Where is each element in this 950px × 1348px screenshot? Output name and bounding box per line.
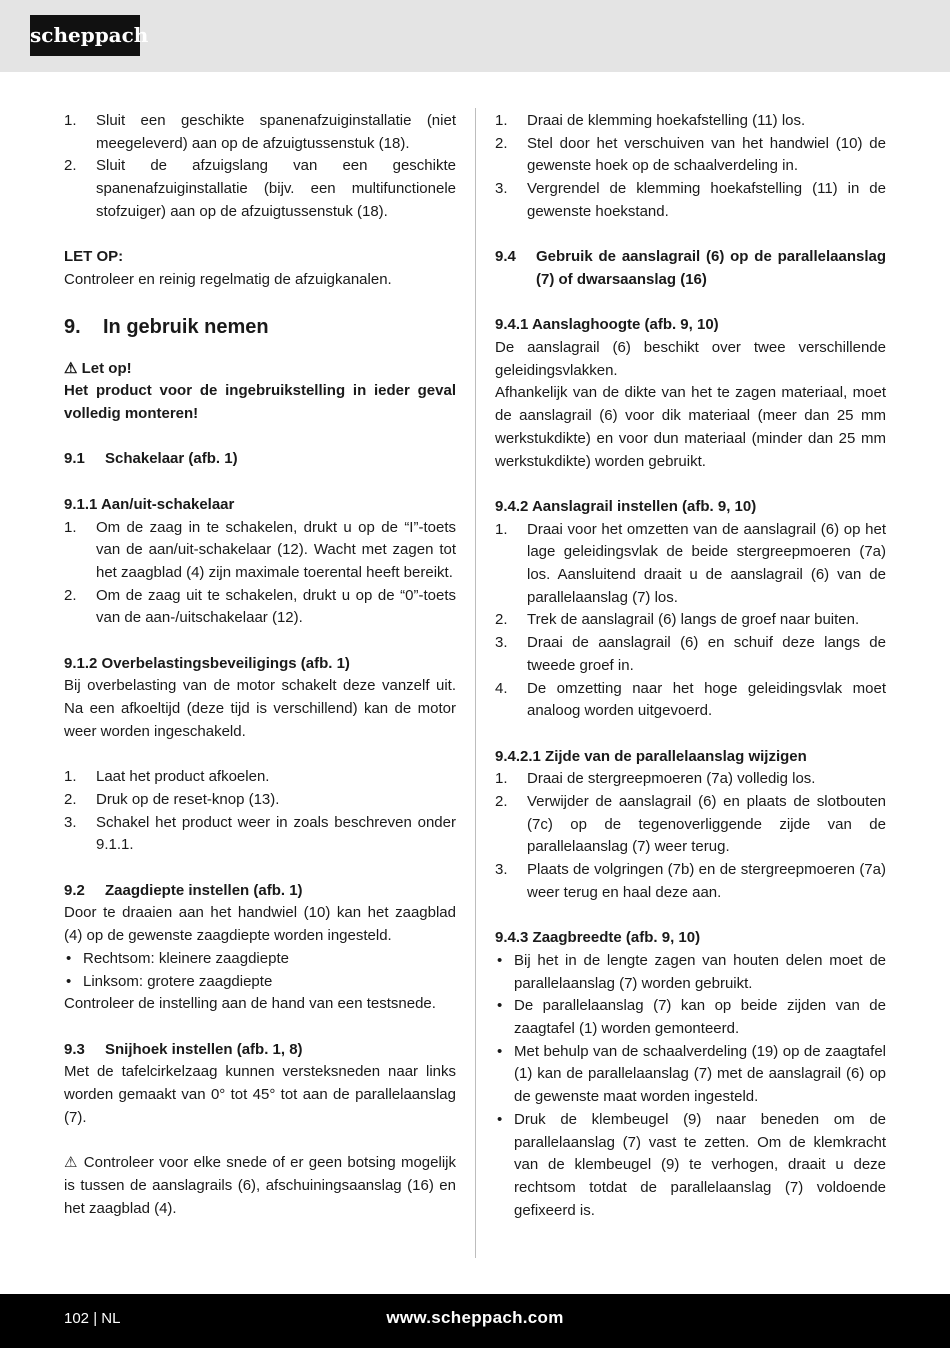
subsubsection-heading: 9.4.1 Aanslaghoogte (afb. 9, 10) xyxy=(495,316,719,334)
subsection-heading: 9.4 Gebruik de aanslagrail (6) op de parallelaanslag (7) of dwarsaanslag (16) xyxy=(495,248,886,288)
header-bar xyxy=(0,0,950,72)
website-link[interactable]: www.scheppach.com xyxy=(386,1308,564,1327)
subsubsection-heading: 9.4.2 Aanslagrail instellen (afb. 9, 10) xyxy=(495,497,757,515)
footer-bar xyxy=(0,1294,950,1348)
list-item: 1. Draai de stergreepmoeren (7a) volledig los. xyxy=(495,770,816,788)
list-item: 1. Draai voor het omzetten van de aanslagrail (6) op het lage geleidingsvlak de beide stergreepmoeren (7a) los. Aansluitend draait u de aanslagrail (6) van de parallelaanslag (7) los. xyxy=(495,520,886,606)
numbered-list xyxy=(64,110,456,224)
list-item: 3. Schakel het product weer in zoals beschreven onder 9.1.1. xyxy=(64,813,456,854)
list-item: 1. Laat het product afkoelen. xyxy=(64,768,270,786)
subsubsection-heading: 9.1.2 Overbelastingsbeveiligings (afb. 1) xyxy=(64,654,350,672)
bullet-item: • Bij het in de lengte zagen van houten delen moet de parallelaanslag (7) worden gebruikt. xyxy=(497,951,886,992)
list-item: 3. Plaats de volgringen (7b) en de stergreepmoeren (7a) weer terug en haal deze aan. xyxy=(495,861,886,901)
warning-text: Het product voor de ingebruikstelling in ieder geval volledig monteren! xyxy=(64,382,456,423)
paragraph: Met de tafelcirkelzaag kunnen versteksneden naar links worden gemaakt van 0° tot 45° tot aan de parallelaanslag (7). xyxy=(64,1063,456,1126)
right-column xyxy=(495,110,886,1222)
paragraph: Controleer de instelling aan de hand van een testsnede. xyxy=(64,995,436,1013)
list-item: 2. Om de zaag uit te schakelen, drukt u op de “0”-toets van de aan-/uitschakelaar (12). xyxy=(64,586,456,627)
list-item: 2. Trek de aanslagrail (6) langs de groef naar buiten. xyxy=(495,611,860,629)
page-number: 102 | NL xyxy=(64,1310,121,1327)
list-item: 2. Verwijder de aanslagrail (6) en plaats de slotbouten (7c) op de tegenoverliggende zijde van de parallelaanslag (7) weer terug. xyxy=(495,793,886,856)
warning-title: ⚠ Let op! xyxy=(64,359,132,377)
left-column xyxy=(64,110,456,1220)
paragraph: Door te draaien aan het handwiel (10) kan het zaagblad (4) op de gewenste zaagdiepte worden ingesteld. xyxy=(64,904,456,945)
list-item: 1. Sluit een geschikte spanenafzuiginstallatie (niet meegeleverd) aan op de afzuigtussenstuk (18). xyxy=(64,112,456,152)
list-item: 2. Stel door het verschuiven van het handwiel (10) de gewenste hoek op de schaalverdeling in. xyxy=(495,134,886,175)
bullet-item: • Rechtsom: kleinere zaagdiepte xyxy=(66,949,289,967)
note-text: Controleer en reinig regelmatig de afzuigkanalen. xyxy=(64,270,392,288)
bullet-item: • Met behulp van de schaalverdeling (19) op de zaagtafel (1) kan de parallelaanslag (7) met de aanslagrail (6) op de gewenste maat worden ingesteld. xyxy=(497,1042,886,1106)
brand-logo: scheppach xyxy=(30,15,140,56)
list-item: 1. Om de zaag in te schakelen, drukt u op de “I”-toets van de aan/uit-schakelaar (12). Wacht met zagen tot het zaagblad (4) zijn maximale toerental heeft bereikt. xyxy=(64,518,456,581)
subsubsection-heading: 9.4.2.1 Zijde van de parallelaanslag wijzigen xyxy=(495,747,807,765)
bullet-item: • De parallelaanslag (7) kan op beide zijden van de zaagtafel (1) worden gemonteerd. xyxy=(497,997,886,1038)
column-divider xyxy=(475,108,476,1258)
paragraph: De aanslagrail (6) beschikt over twee verschillende geleidingsvlakken. xyxy=(495,339,886,379)
paragraph: Afhankelijk van de dikte van het te zagen materiaal, moet de aanslagrail (6) voor dik materiaal (meer dan 25 mm werkstukdikte) en voor dun materiaal (minder dan 25 mm werkstukdikte) worden gebruikt. xyxy=(495,384,886,470)
subsubsection-heading: 9.1.1 Aan/uit-schakelaar xyxy=(64,495,235,513)
note-title: LET OP: xyxy=(64,248,124,266)
warning-paragraph: ⚠ Controleer voor elke snede of er geen botsing mogelijk is tussen de aanslagrails (6), afschuiningsaanslag (16) en het zaagblad (4). xyxy=(64,1154,456,1217)
subsection-heading: 9.3 Snijhoek instellen (afb. 1, 8) xyxy=(64,1040,303,1058)
list-item: 3. Draai de aanslagrail (6) en schuif deze langs de tweede groef in. xyxy=(495,634,886,674)
list-item: 2. Sluit de afzuigslang van een geschikte spanenafzuiginstallatie (bijv. een multifunctionele stofzuiger) aan op de afzuigtussenstuk (18). xyxy=(64,157,456,220)
subsection-heading: 9.2 Zaagdiepte instellen (afb. 1) xyxy=(64,881,303,899)
bullet-item: • Druk de klembeugel (9) naar beneden om de parallelaanslag (7) vast te zetten. Om de klemkracht van de klembeugel (9) te verhogen, draait u deze rechtsom totdat de parallelaanslag (7) voldoende gefixeerd is. xyxy=(497,1110,886,1219)
bullet-item: • Linksom: grotere zaagdiepte xyxy=(66,972,273,990)
list-item: 2. Druk op de reset-knop (13). xyxy=(64,790,280,808)
subsection-heading: 9.1 Schakelaar (afb. 1) xyxy=(64,450,238,468)
list-item: 3. Vergrendel de klemming hoekafstelling (11) in de gewenste hoekstand. xyxy=(495,180,886,220)
list-item: 1. Draai de klemming hoekafstelling (11) los. xyxy=(495,112,806,129)
list-item: 4. De omzetting naar het hoge geleidingsvlak moet analoog worden uitgevoerd. xyxy=(495,679,886,720)
section-heading: 9. In gebruik nemen xyxy=(64,315,269,338)
subsubsection-heading: 9.4.3 Zaagbreedte (afb. 9, 10) xyxy=(495,929,701,947)
paragraph: Bij overbelasting van de motor schakelt deze vanzelf uit. Na een afkoeltijd (deze tijd is verschillend) kan de motor weer worden ingeschakeld. xyxy=(64,677,456,740)
